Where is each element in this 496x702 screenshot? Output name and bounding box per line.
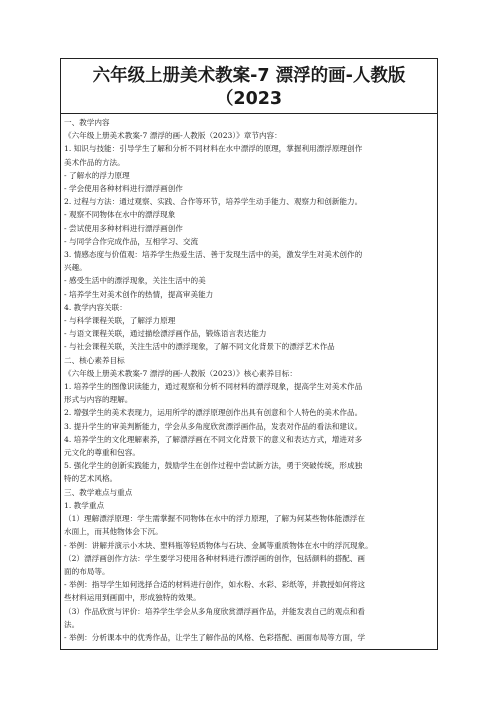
body-line: - 与语文课程关联，通过描绘漂浮画作品，锻炼语言表达能力 <box>64 329 267 339</box>
body-line: - 尝试使用多种材料进行漂浮画创作 <box>64 223 183 233</box>
body-line: 3. 提升学生的审美判断能力，学会从多角度欣赏漂浮画作品，发表对作品的看法和建议。 <box>64 421 363 431</box>
body-line: - 了解水的浮力原理 <box>64 170 130 180</box>
body-line: - 感受生活中的漂浮现象，关注生活中的美 <box>64 276 206 286</box>
body-line: - 与同学合作完成作品，互相学习、交流 <box>64 236 199 246</box>
body-line: 4. 培养学生的文化理解素养，了解漂浮画在不同文化背景下的意义和表达方式，增进对多 <box>64 434 363 444</box>
body-line: 特的艺术风格。 <box>64 474 118 484</box>
document-title <box>65 65 433 111</box>
body-line: 1. 培养学生的图像识读能力，通过观察和分析不同材料的漂浮现象，提高学生对美术作品 <box>64 382 363 392</box>
body-line: 《六年级上册美术教案-7 漂浮的画-人教版（2023）》核心素养目标： <box>64 368 297 378</box>
body-line: 1. 教学重点 <box>64 500 105 510</box>
title-line-2: （2023 <box>215 89 283 109</box>
section-heading: 三、教学难点与重点 <box>64 487 133 497</box>
body-line: - 学会使用各种材料进行漂浮画创作 <box>64 184 183 194</box>
body-line: 1. 知识与技能：引导学生了解和分析不同材料在水中漂浮的原理，掌握利用漂浮原理创作 <box>64 144 363 154</box>
body-line: 法。 <box>64 619 80 629</box>
body-line: （3）作品欣赏与评价：培养学生学会从多角度欣赏漂浮画作品，并能发表自己的观点和看 <box>64 606 365 616</box>
body-line: 面的布局等。 <box>64 566 110 576</box>
body-line: 5. 强化学生的创新实践能力，鼓励学生在创作过程中尝试新方法，勇于突破传统，形成独 <box>64 461 363 471</box>
body-line: 2. 增强学生的美术表现力，运用所学的漂浮原理创作出具有创意和个人特色的美术作品。 <box>64 408 363 418</box>
body-line: 形式与内容的理解。 <box>64 395 133 405</box>
body-line: - 与科学课程关联，了解浮力原理 <box>64 316 176 326</box>
section-heading: 一、教学内容 <box>64 118 110 127</box>
body-line: 3. 情感态度与价值观：培养学生热爱生活、善于发现生活中的美，激发学生对美术创作的 <box>64 250 363 260</box>
body-line: （1）理解漂浮原理：学生需掌握不同物体在水中的浮力原理，了解为何某些物体能漂浮在 <box>64 514 365 524</box>
title-line-1: 六年级上册美术教案-7 漂浮的画-人教版 <box>92 66 406 86</box>
body-line: 美术作品的方法。 <box>64 157 125 167</box>
body-line: - 观察不同物体在水中的漂浮现象 <box>64 210 176 220</box>
body-line: 《六年级上册美术教案-7 漂浮的画-人教版（2023）》章节内容： <box>64 131 282 141</box>
body-line: 水面上，而其他物体会下沉。 <box>64 527 163 537</box>
document-body <box>61 114 437 644</box>
body-line: 2. 过程与方法：通过观察、实践、合作等环节，培养学生动手能力、观察力和创新能力。 <box>64 197 363 207</box>
body-line: 些材料运用到画面中，形成独特的效果。 <box>64 593 201 603</box>
body-line: - 培养学生对美术创作的热情，提高审美能力 <box>64 289 214 299</box>
body-line: - 与社会课程关联，关注生活中的漂浮现象，了解不同文化背景下的漂浮艺术作品 <box>64 342 335 352</box>
section-heading: 二、核心素养目标 <box>64 355 125 365</box>
body-line: （2）漂浮画创作方法：学生要学习使用各种材料进行漂浮画的创作，包括颜料的搭配、画 <box>64 553 365 563</box>
body-line: 兴趣。 <box>64 263 87 273</box>
body-line: 元文化的尊重和包容。 <box>64 448 140 458</box>
body-line: 4. 教学内容关联： <box>64 302 127 312</box>
body-line: - 举例：分析课本中的优秀作品，让学生了解作品的风格、色彩搭配、画面布局等方面，学 <box>64 632 366 642</box>
document-frame <box>60 58 438 650</box>
body-line: - 举例：讲解并演示小木块、塑料瓶等轻质物体与石块、金属等重质物体在水中的浮沉现象。 <box>64 540 373 550</box>
body-line: - 举例：指导学生如何选择合适的材料进行创作，如水粉、水彩、彩纸等，并教授如何将这 <box>64 580 366 590</box>
